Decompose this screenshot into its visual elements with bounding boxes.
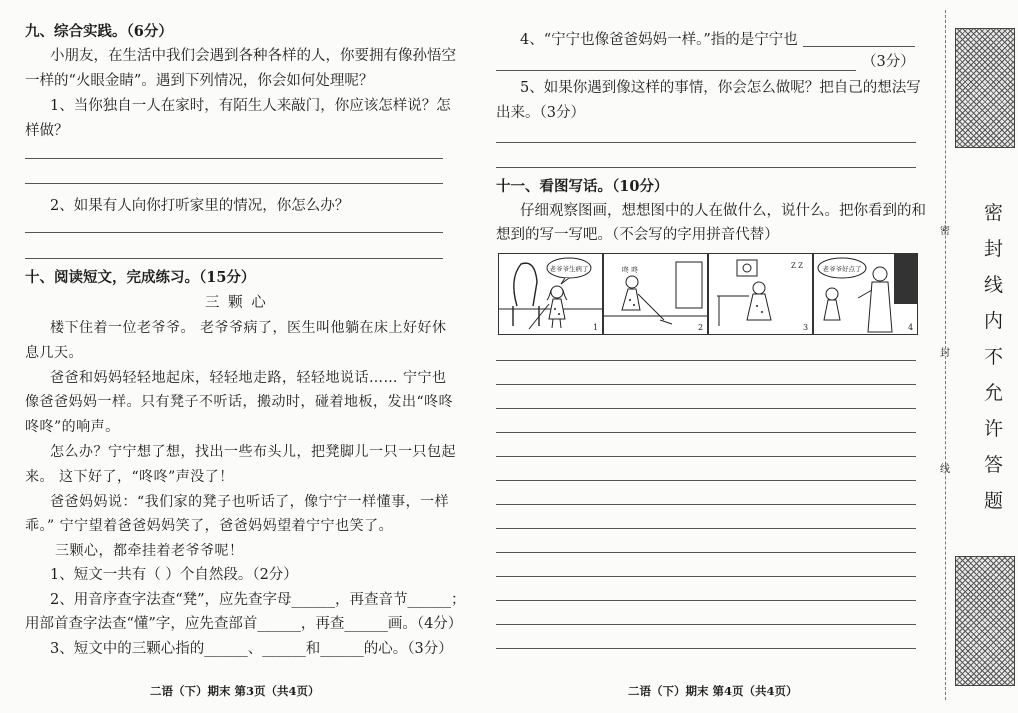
panel-4-illustration — [814, 254, 917, 334]
writing-line — [496, 552, 916, 553]
seal-pattern-top — [955, 28, 1015, 148]
picture-panel-2 — [603, 253, 708, 335]
s9-intro-line-2: 一样的“火眼金睛”。遇到下列情况，你会如何处理呢？ — [25, 73, 374, 89]
answer-line — [25, 183, 443, 184]
page-footer-left: 二语（下）期末 第3页（共4页） — [150, 684, 320, 698]
question-2-line-2: 用部首查字法查“懂”字，应先查部首______，再查______画。（4分） — [25, 616, 463, 632]
answer-line — [496, 142, 916, 143]
section-11-title: 十一、看图写话。（10分） — [496, 178, 669, 195]
seal-pattern-bottom — [955, 556, 1015, 686]
writing-line — [496, 504, 916, 505]
seal-notice-char: 答 — [984, 454, 1004, 476]
seal-notice-char: 题 — [984, 490, 1004, 512]
panel-3-sound-text: Z Z — [791, 262, 803, 270]
seal-small-char: 封 — [940, 348, 950, 359]
panel-3-number: 3 — [803, 323, 809, 332]
writing-line — [496, 576, 916, 577]
seal-notice-char: 不 — [984, 346, 1004, 368]
passage-title: 三 颗 心 — [205, 295, 268, 311]
panel-1-bubble-text: 老爷爷生病了 — [549, 265, 589, 273]
panel-1-illustration — [499, 254, 602, 334]
passage-line: 乖。” 宁宁望着爸爸妈妈笑了，爸爸妈妈望着宁宁也笑了。 — [25, 518, 394, 534]
passage-line: 爸爸妈妈说：“我们家的凳子也听话了，像宁宁一样懂事，一样 — [50, 494, 450, 510]
panel-2-sound-text: 咚 咚 — [622, 266, 639, 274]
panel-2-number: 2 — [698, 323, 704, 332]
question-4: 4、“宁宁也像爸爸妈妈一样。”指的是宁宁也 — [520, 32, 798, 48]
panel-4-number: 4 — [908, 323, 914, 332]
s9-q1-line-1: 1、当你独自一人在家时，有陌生人来敲门，你应该怎样说？怎 — [50, 98, 451, 114]
writing-line — [496, 432, 916, 433]
section-10-title: 十、阅读短文，完成练习。（15分） — [25, 269, 256, 286]
seal-notice-char: 内 — [984, 310, 1004, 332]
seal-notice-char: 密 — [984, 202, 1004, 224]
writing-line — [496, 456, 916, 457]
panel-3-illustration — [709, 254, 812, 334]
s11-instruction-1: 仔细观察图画，想想图中的人在做什么，说什么。把你看到的和 — [520, 203, 926, 219]
question-4-score: （3分） — [862, 54, 915, 70]
picture-panel-1 — [498, 253, 603, 335]
passage-line: 息几天。 — [25, 345, 83, 361]
picture-panel-4 — [813, 253, 918, 335]
writing-line — [496, 624, 916, 625]
writing-line — [496, 360, 916, 361]
picture-panel-3 — [708, 253, 813, 335]
page-footer-right: 二语（下）期末 第4页（共4页） — [628, 684, 798, 698]
panel-4-bubble-text: 老爷爷好点了 — [822, 265, 862, 273]
answer-line — [25, 158, 443, 159]
writing-line — [496, 528, 916, 529]
s11-instruction-2: 想到的写一写吧。（不会写的字用拼音代替） — [496, 227, 779, 243]
answer-line — [496, 167, 916, 168]
panel-1-number: 1 — [593, 323, 599, 332]
passage-line: 三颗心，都牵挂着老爷爷呢！ — [55, 543, 244, 559]
writing-line — [496, 408, 916, 409]
seal-small-char: 线 — [940, 464, 950, 475]
writing-line — [496, 384, 916, 385]
passage-line: 来。 这下好了，“咚咚”声没了！ — [25, 469, 234, 485]
passage-line: 咚咚”的响声。 — [25, 419, 120, 435]
answer-line — [25, 258, 443, 259]
s9-q2: 2、如果有人向你打听家里的情况，你怎么办？ — [50, 198, 350, 214]
writing-line — [496, 648, 916, 649]
passage-line: 像爸爸妈妈一样。只有凳子不听话，搬动时，碰着地板，发出“咚咚 — [25, 394, 454, 410]
answer-line — [496, 70, 856, 71]
seal-notice-char: 封 — [984, 238, 1004, 260]
question-1: 1、短文一共有（ ）个自然段。（2分） — [50, 567, 298, 583]
seal-small-char: 密 — [940, 226, 950, 237]
seal-notice-char: 允 — [984, 382, 1004, 404]
panel-2-illustration — [604, 254, 707, 334]
section-9-title: 九、综合实践。（6分） — [25, 23, 173, 40]
seal-notice-char: 线 — [984, 274, 1004, 296]
question-2-line-1: 2、用音序查字法查“凳”，应先查字母______，再查音节______； — [50, 592, 466, 608]
question-5-line-2: 出来。（3分） — [496, 105, 585, 121]
passage-line: 楼下住着一位老爷爷。 老爷爷病了，医生叫他躺在床上好好休 — [50, 320, 447, 336]
question-5-line-1: 5、如果你遇到像这样的事情，你会怎么做呢？把自己的想法写 — [520, 80, 921, 96]
writing-line — [496, 480, 916, 481]
seal-notice-char: 许 — [984, 418, 1004, 440]
passage-line: 怎么办？宁宁想了想，找出一些布头儿，把凳脚儿一只一只包起 — [50, 444, 456, 460]
answer-line — [803, 46, 915, 47]
passage-line: 爸爸和妈妈轻轻地起床，轻轻地走路，轻轻地说话…… 宁宁也 — [50, 370, 447, 386]
answer-line — [25, 232, 443, 233]
s9-intro-line-1: 小朋友，在生活中我们会遇到各种各样的人，你要拥有像孙悟空 — [50, 48, 456, 64]
writing-line — [496, 600, 916, 601]
s9-q1-line-2: 样做？ — [25, 123, 69, 139]
question-3: 3、短文中的三颗心指的______、______和______的心。（3分） — [50, 641, 453, 657]
